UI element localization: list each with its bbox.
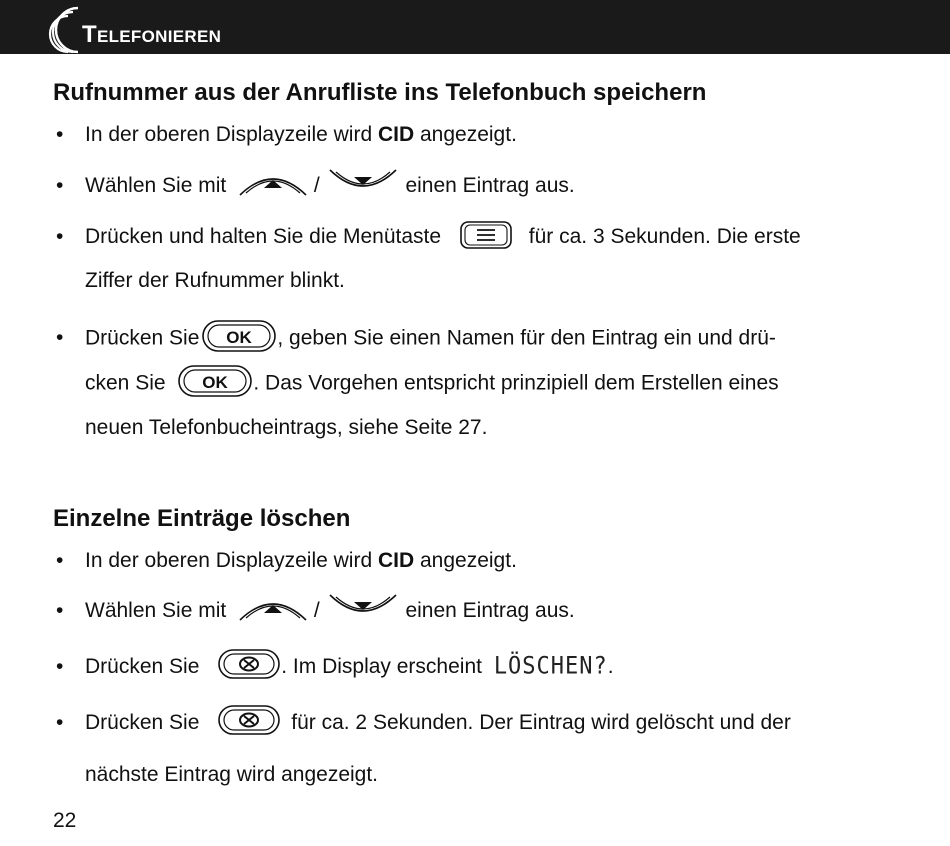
up-key-icon (238, 594, 308, 622)
ok-key-icon (177, 364, 253, 398)
s2-bullet4-line2: nächste Eintrag wird angezeigt. (85, 763, 379, 786)
s1-bullet4-line3: neuen Telefonbucheintrags, siehe Seite 27. (85, 416, 488, 439)
section-title: TELEFONIEREN (82, 21, 222, 48)
bullet: • (56, 599, 64, 622)
delete-key-icon (217, 648, 281, 680)
bullet: • (56, 711, 64, 734)
svg-text:OK: OK (226, 328, 253, 347)
page-header (0, 0, 950, 54)
bullet: • (56, 174, 64, 197)
s1-bullet3-text: Drücken und halten Sie die Menütaste für ca. 3 Sekunden. Die erste (85, 224, 801, 250)
delete-key-icon (217, 704, 281, 736)
bullet: • (56, 225, 64, 248)
bullet: • (56, 549, 64, 572)
s1-bullet4-text: Drücken Sie OK , geben Sie einen Namen für den Eintrag ein und drü- (85, 325, 776, 353)
s2-bullet2-text: Wählen Sie mit / einen Eintrag aus. (85, 598, 575, 624)
s2-bullet1-text: In der oberen Displayzeile wird CID angezeigt. (85, 549, 517, 572)
menu-key-icon (459, 220, 513, 250)
ok-key-icon (201, 319, 277, 353)
s1-bullet1-text: In der oberen Displayzeile wird CID angezeigt. (85, 123, 517, 146)
section1-heading: Rufnummer aus der Anrufliste ins Telefonbuch speichern (53, 79, 707, 106)
up-key-icon (238, 169, 308, 197)
s1-bullet2-text: Wählen Sie mit / einen Eintrag aus. (85, 173, 575, 199)
s2-bullet4-text: Drücken Sie für ca. 2 Sekunden. Der Eintrag wird gelöscht und der (85, 710, 791, 736)
s2-bullet3-text: Drücken Sie . Im Display erscheint LÖSCHEN?. (85, 654, 614, 680)
down-key-icon (328, 168, 398, 196)
section2-heading: Einzelne Einträge löschen (53, 505, 351, 532)
svg-text:OK: OK (202, 373, 229, 392)
bullet: • (56, 655, 64, 678)
bullet: • (56, 123, 64, 146)
display-text: LÖSCHEN? (493, 653, 608, 681)
down-key-icon (328, 593, 398, 621)
page-number: 22 (53, 809, 77, 832)
bullet: • (56, 326, 64, 349)
s1-bullet4-line2: cken Sie OK . Das Vorgehen entspricht prinzipiell dem Erstellen eines (85, 370, 779, 398)
s1-bullet3-line2: Ziffer der Rufnummer blinkt. (85, 269, 345, 292)
